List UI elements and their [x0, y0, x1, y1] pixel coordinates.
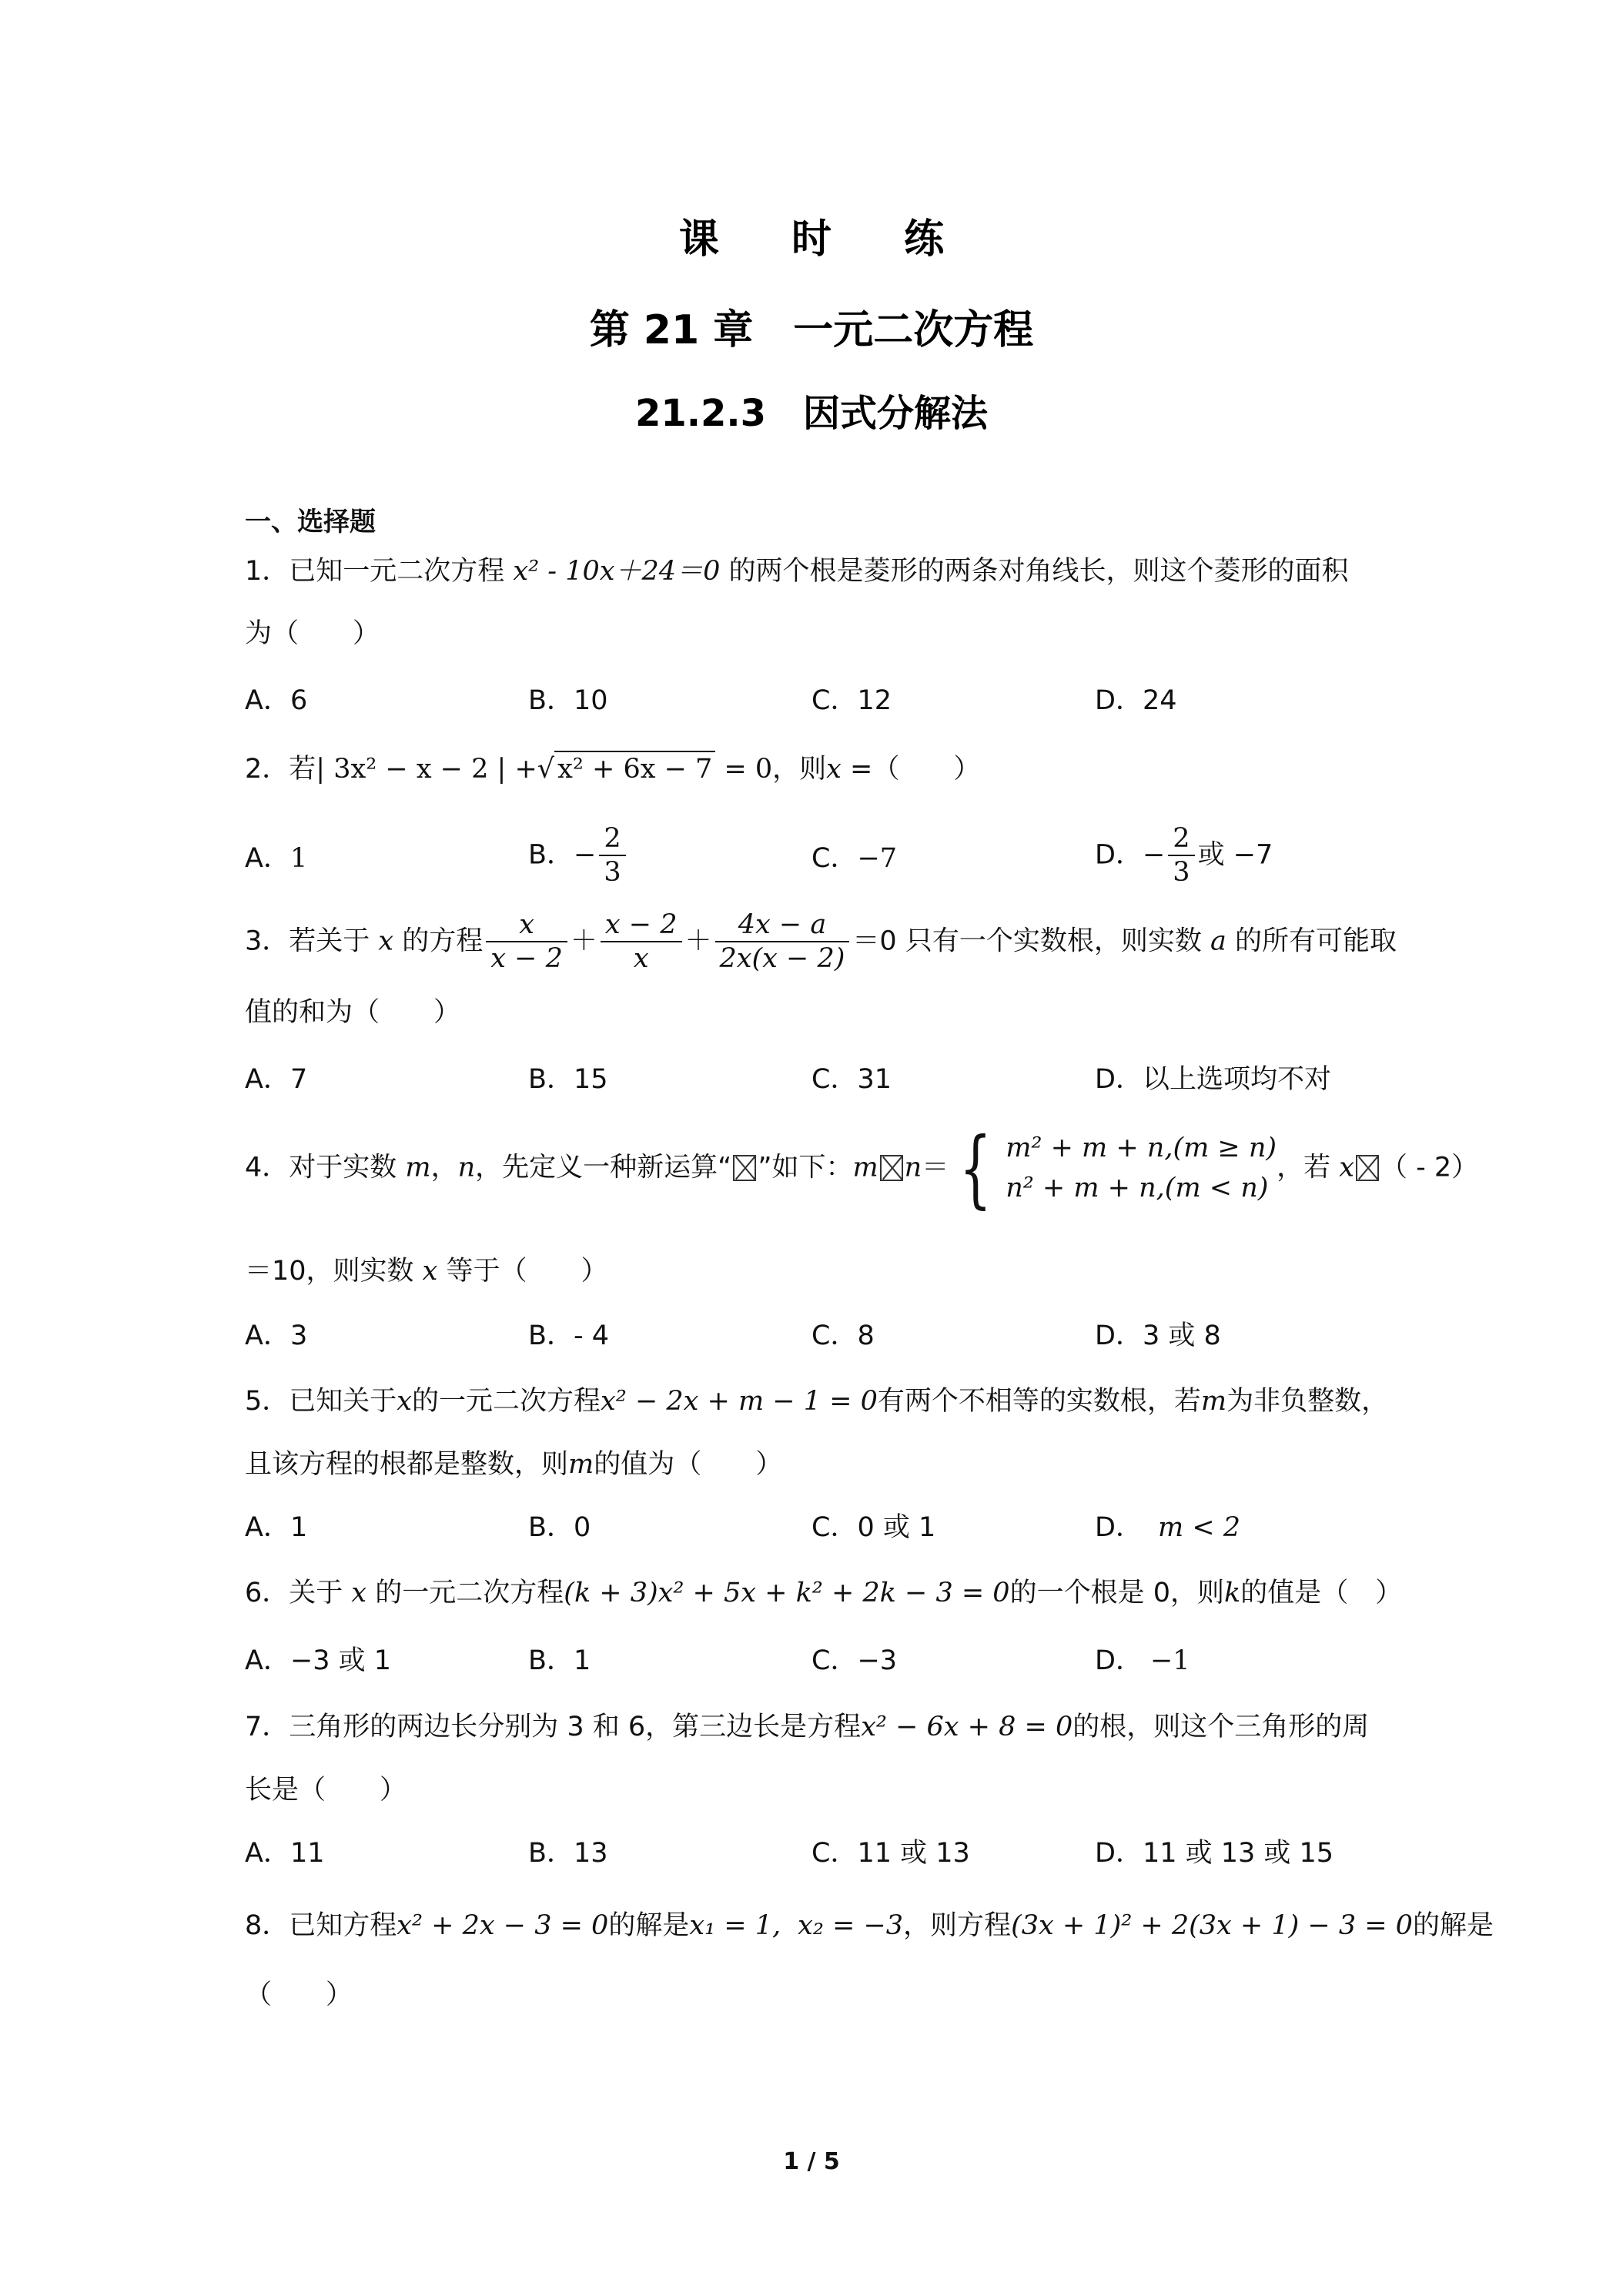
section-heading: 一、选择题	[245, 507, 376, 537]
q5-equation: x² − 2x + m − 1 = 0	[601, 1386, 878, 1417]
piecewise-definition: m² + m + n,(m ≥ n) n² + m + n,(m < n)	[1006, 1132, 1277, 1203]
question-3: 3．若关于 x 的方程 $\frac{x}{x - 2}$ ＋ $\frac{x - 2}{x}$ ＋ $\frac{4x - a}{2x(x - 2)}$ ＝0 只有一个实数根，则实数 a 的所有可能取	[245, 909, 1397, 974]
q6-option-d: D． −1	[1095, 1645, 1190, 1676]
q3-option-d: D．以上选项均不对	[1095, 1064, 1331, 1095]
q1-option-d: D．24	[1095, 685, 1177, 716]
q8-equation-2: (3x + 1)² + 2(3x + 1) − 3 = 0	[1011, 1910, 1413, 1941]
q1-option-c: C．12	[812, 685, 892, 716]
q7-equation: x² − 6x + 8 = 0	[861, 1712, 1073, 1742]
q2-sqrt-term: x² + 6x − 7	[554, 751, 715, 785]
q4-option-c: C．8	[812, 1320, 875, 1351]
q6-option-c: C．−3	[812, 1645, 898, 1676]
question-5: 5．已知关于x的一元二次方程x² − 2x + m − 1 = 0有两个不相等的实数根，若m为非负整数，	[245, 1386, 1389, 1417]
q7-option-c: C．11 或 13	[812, 1838, 970, 1869]
question-1-line2: 为（ ）	[245, 618, 380, 649]
question-6: 6．关于 x 的一元二次方程(k + 3)x² + 5x + k² + 2k − 3 = 0的一个根是 0，则k的值是（ ）	[245, 1578, 1403, 1608]
q1-option-b: B．10	[528, 685, 608, 716]
operator-symbol-icon	[880, 1155, 903, 1181]
q3-option-a: A．7	[245, 1064, 308, 1095]
question-3-line2: 值的和为（ ）	[245, 997, 461, 1028]
q2-option-c: C．−7	[812, 843, 898, 874]
question-8-line2: （ ）	[245, 1980, 353, 2010]
q3-option-b: B．15	[528, 1064, 608, 1095]
section-title: 21.2.3 因式分解法	[634, 392, 989, 435]
q1-option-a: A．6	[245, 685, 308, 716]
doc-title: 课 时 练	[678, 216, 974, 263]
q6-equation: (k + 3)x² + 5x + k² + 2k − 3 = 0	[564, 1578, 1010, 1608]
operator-symbol-icon	[1356, 1155, 1379, 1181]
question-7: 7．三角形的两边长分别为 3 和 6，第三边长是方程x² − 6x + 8 = 0的根，则这个三角形的周	[245, 1712, 1370, 1742]
q6-option-a: A．−3 或 1	[245, 1645, 392, 1676]
q4-option-a: A．3	[245, 1320, 308, 1351]
question-8: 8．已知方程x² + 2x − 3 = 0的解是x₁ = 1, x₂ = −3，则方程(3x + 1)² + 2(3x + 1) − 3 = 0的解是	[245, 1910, 1494, 1941]
chapter-title: 第 21 章 一元二次方程	[589, 307, 1034, 353]
q7-option-b: B．13	[528, 1838, 608, 1869]
q2-abs-term: | 3x² − x − 2 | +	[316, 754, 537, 785]
q5-option-d: D． m < 2	[1095, 1512, 1240, 1543]
q1-equation: x² - 10x＋24＝0	[513, 556, 721, 587]
q4-option-b: B．- 4	[528, 1320, 610, 1351]
q2-option-d: D．− $\frac{2}{3}$ 或 −7	[1095, 823, 1273, 888]
q2-option-b: B．− $\frac{2}{3}$	[528, 822, 629, 889]
q2-option-a: A．1	[245, 843, 308, 874]
question-5-line2: 且该方程的根都是整数，则m的值为（ ）	[245, 1449, 783, 1480]
q3-option-c: C．31	[812, 1064, 892, 1095]
question-4-line2: ＝10，则实数 x 等于（ ）	[245, 1256, 608, 1287]
q5-option-b: B．0	[528, 1512, 591, 1543]
q5-option-a: A．1	[245, 1512, 308, 1543]
page-number: 1 / 5	[783, 2148, 840, 2175]
q5-option-c: C．0 或 1	[812, 1512, 936, 1543]
q4-option-d: D．3 或 8	[1095, 1320, 1221, 1351]
q7-option-d: D．11 或 13 或 15	[1095, 1838, 1334, 1869]
operator-symbol-icon	[733, 1155, 756, 1181]
question-2: 2．若| 3x² − x − 2 | +√ x² + 6x − 7 = 0，则x =（ ）	[245, 756, 980, 783]
q6-option-b: B．1	[528, 1645, 591, 1676]
q8-equation-1: x² + 2x − 3 = 0	[397, 1910, 609, 1941]
question-4: 4．对于实数 m，n，先定义一种新运算“ ”如下：m n＝ { m² + m + n,(m ≥ n) n² + m + n,(m < n) ，若 x （ - 2）	[245, 1119, 1479, 1217]
question-7-line2: 长是（ ）	[245, 1775, 407, 1806]
q7-option-a: A．11	[245, 1838, 325, 1869]
question-1: 1．已知一元二次方程 x² - 10x＋24＝0 的两个根是菱形的两条对角线长，则这个菱形的面积	[245, 556, 1349, 587]
